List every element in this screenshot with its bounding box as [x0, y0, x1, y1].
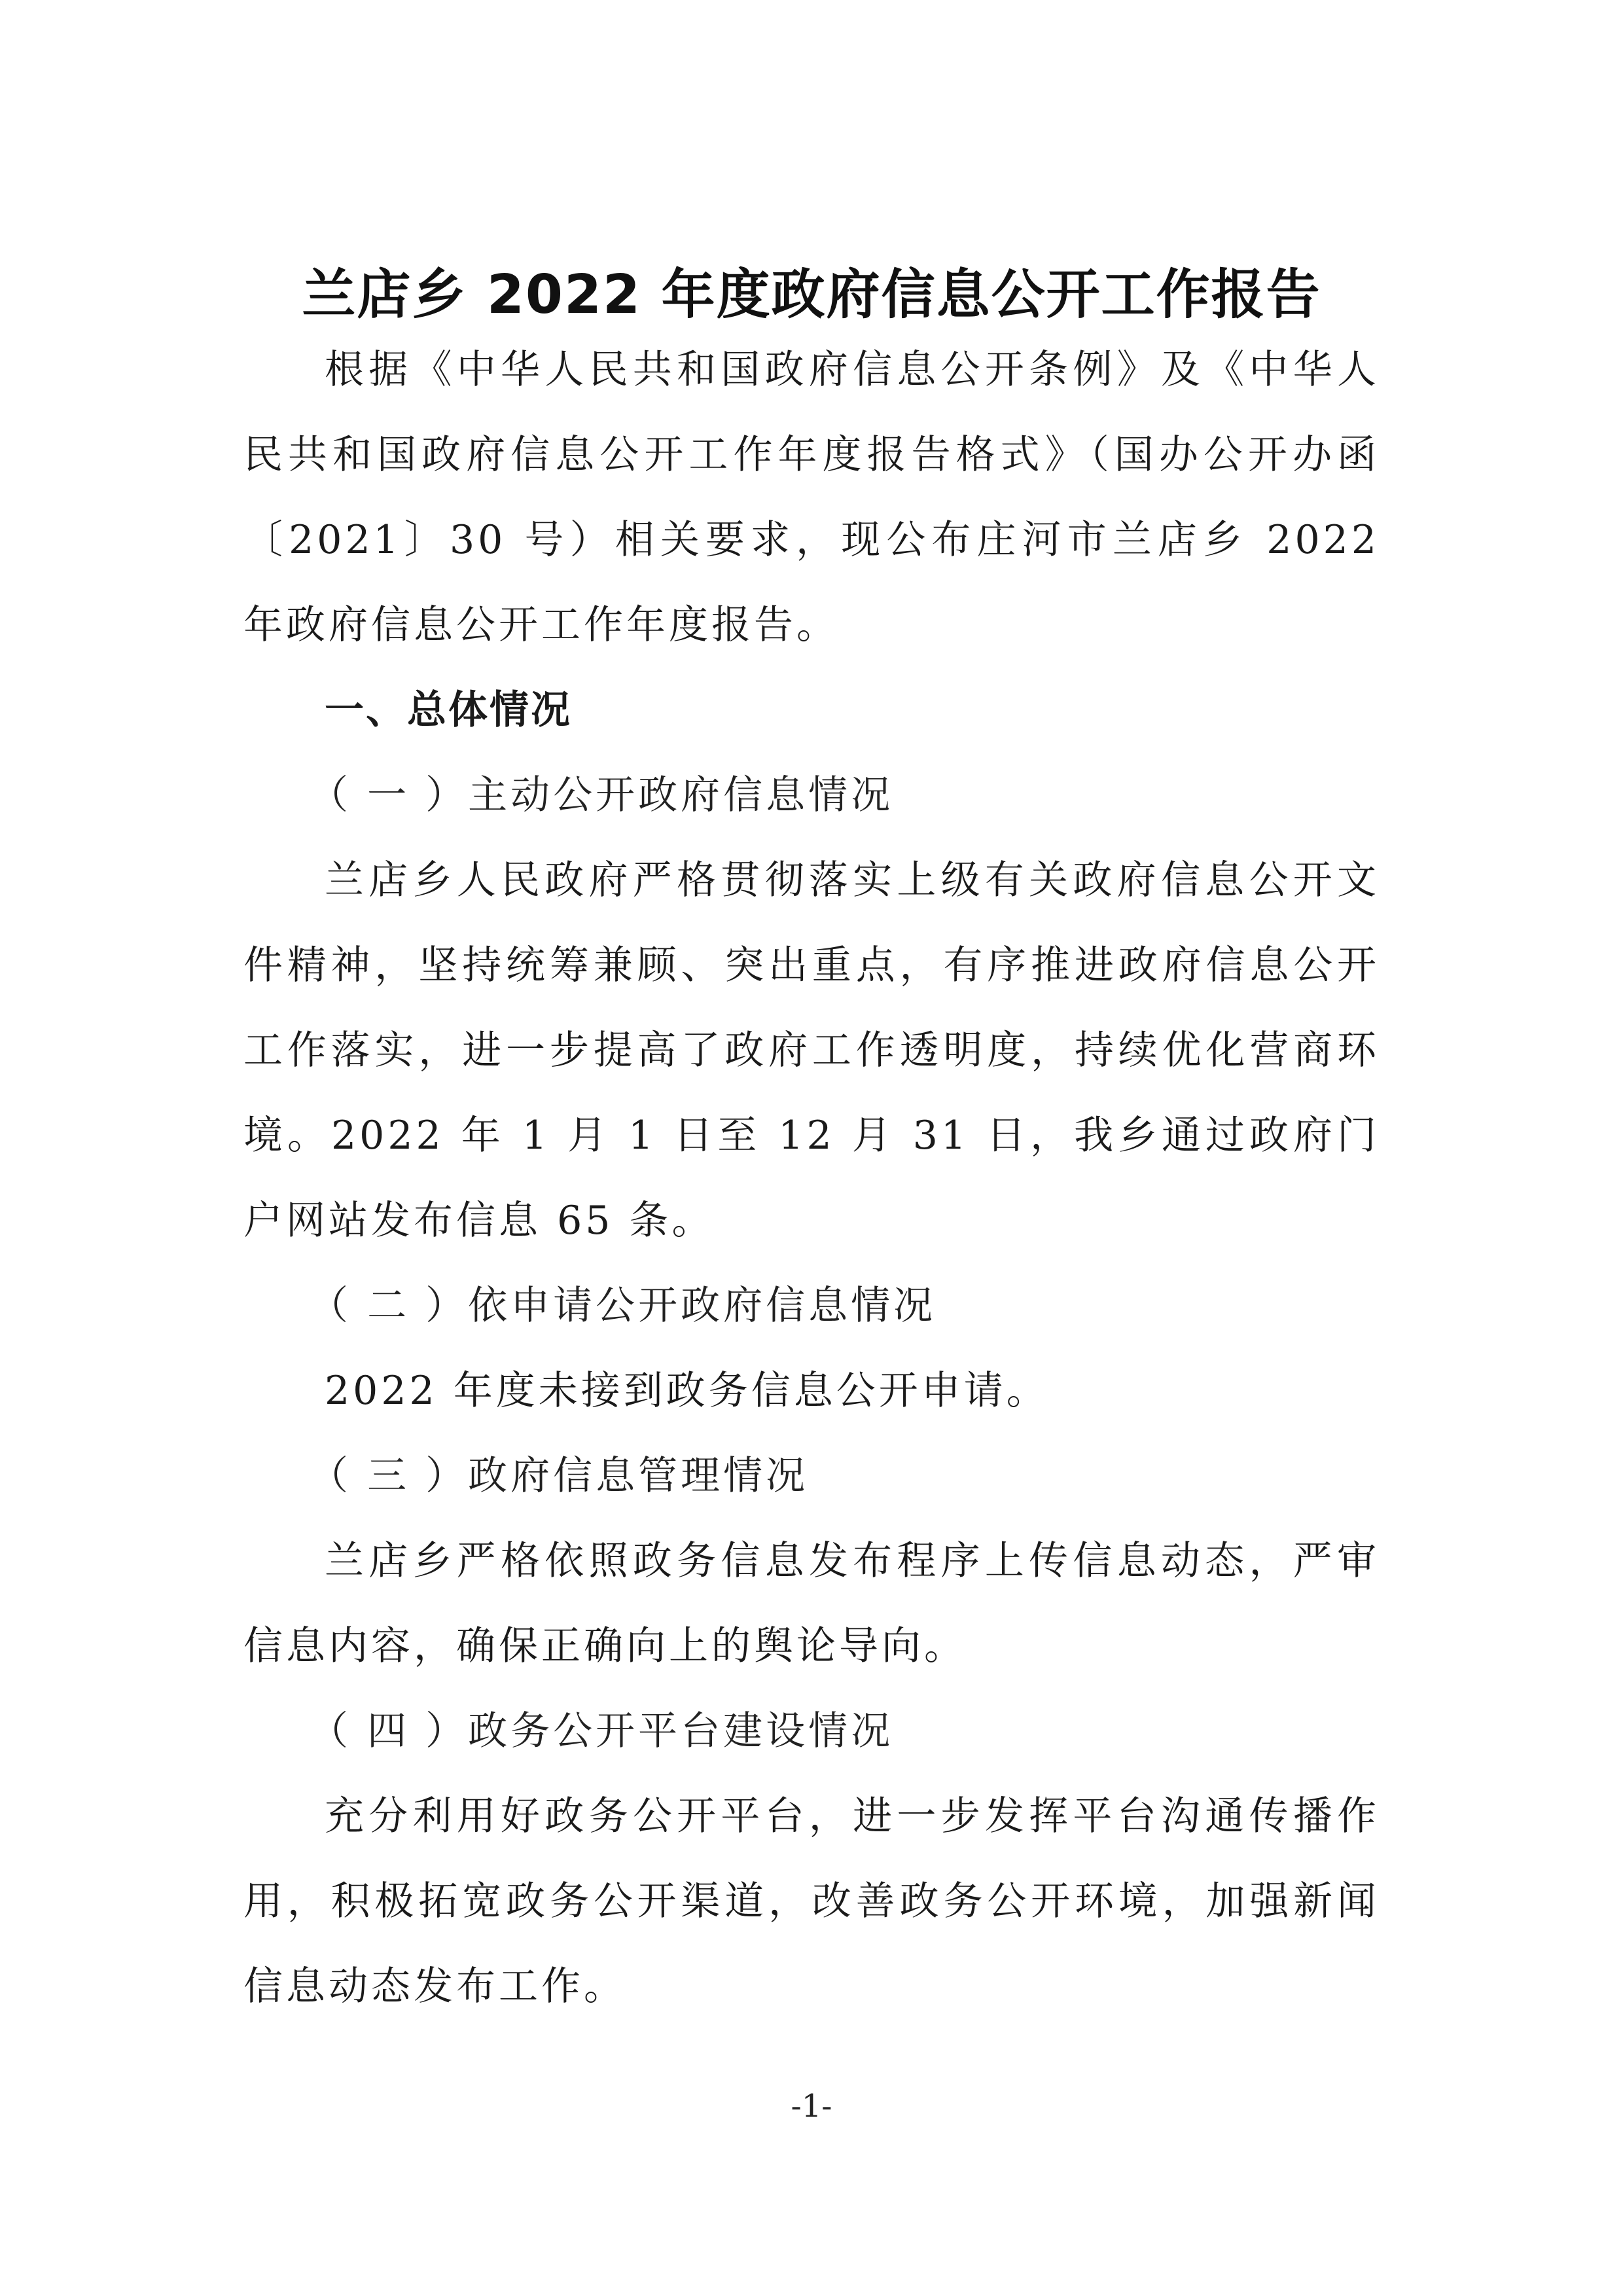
paragraph-platform-construction: 充分利用好政务公开平台，进一步发挥平台沟通传播作用，积极拓宽政务公开渠道，改善政务公开环境，加强新闻信息动态发布工作。	[243, 1793, 1380, 2009]
document-title: 兰店乡 2022 年度政府信息公开工作报告	[302, 263, 1321, 326]
paragraph-information-management: 兰店乡严格依照政务信息发布程序上传信息动态，严审信息内容，确保正确向上的舆论导向。	[243, 1538, 1380, 1669]
subheading-proactive-disclosure: （ 一 ）主动公开政府信息情况	[309, 772, 894, 818]
paragraph-proactive-disclosure: 兰店乡人民政府严格贯彻落实上级有关政府信息公开文件精神，坚持统筹兼顾、突出重点，有序推进政府信息公开工作落实，进一步提高了政府工作透明度，持续优化营商环境。2022 年 1 月 1 日至 12 月 31 日，我乡通过政府门户网站发布信息 65 条。	[243, 857, 1380, 1244]
subheading-platform-construction: （ 四 ）政务公开平台建设情况	[309, 1708, 894, 1754]
subheading-request-disclosure: （ 二 ）依申请公开政府信息情况	[309, 1283, 936, 1329]
intro-paragraph: 根据《中华人民共和国政府信息公开条例》及《中华人民共和国政府信息公开工作年度报告格式》（国办公开办函〔2021〕30 号）相关要求，现公布庄河市兰店乡 2022 年政府信息公开工作年度报告。	[243, 347, 1380, 648]
section-heading-overview: 一、总体情况	[325, 687, 572, 733]
paragraph-request-disclosure: 2022 年度未接到政务信息公开申请。	[325, 1368, 1049, 1414]
document-body	[243, 327, 1380, 2029]
page-number: -1-	[791, 2088, 832, 2125]
subheading-information-management: （ 三 ）政府信息管理情况	[309, 1453, 809, 1499]
